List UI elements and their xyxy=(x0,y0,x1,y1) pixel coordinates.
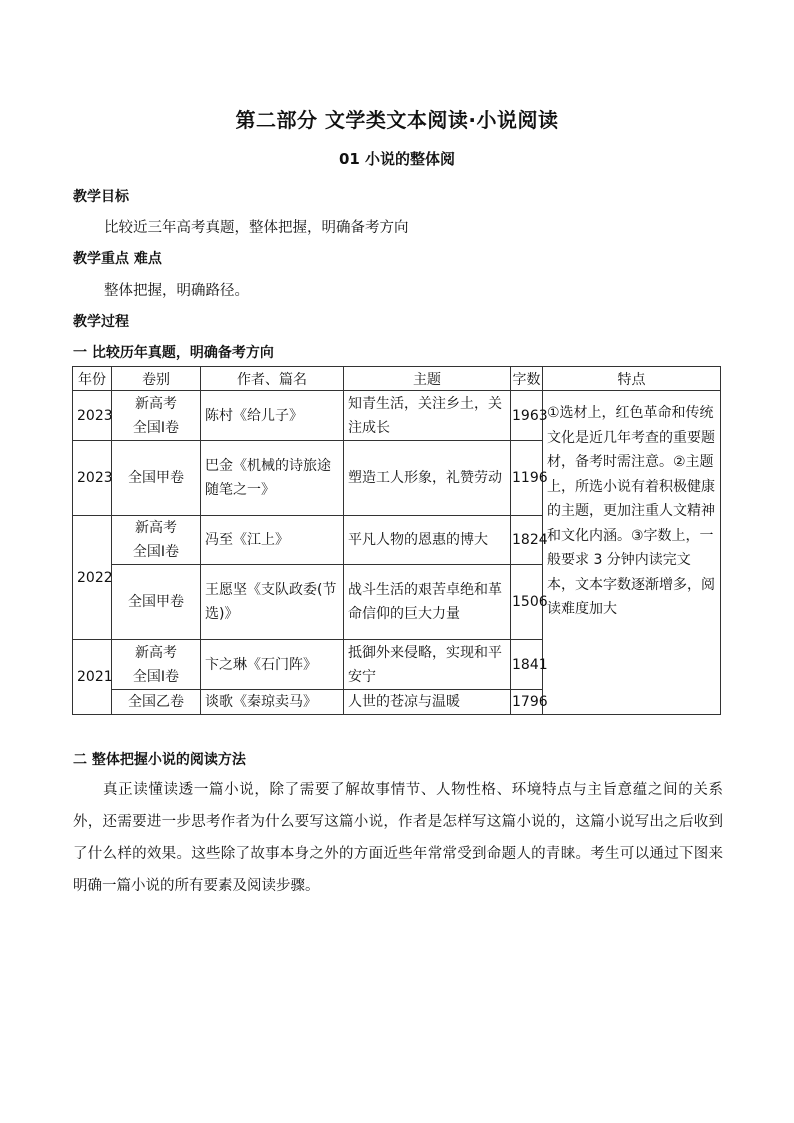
section-2-heading: 二 整体把握小说的阅读方法 xyxy=(73,752,246,768)
theme-cell: 抵御外来侵略，实现和平安宁 xyxy=(344,640,511,690)
word-count-cell: 1824 xyxy=(511,516,543,565)
author-cell: 谈歌《秦琼卖马》 xyxy=(201,690,344,715)
objective-text: 比较近三年高考真题，整体把握，明确备考方向 xyxy=(104,220,409,236)
theme-cell: 塑造工人形象，礼赞劳动 xyxy=(344,441,511,516)
paper-cell: 全国甲卷 xyxy=(112,565,201,640)
features-cell: ①选材上，红色革命和传统文化是近几年考查的重要题材，备考时需注意。②主题上，所选小说有着积极健康的主题，更加注重人文精神和文化内涵。③字数上，一般要求 3 分钟内读完文本，文本字数逐渐增多，阅读难度加大 xyxy=(543,391,721,715)
theme-cell: 人世的苍凉与温暖 xyxy=(344,690,511,715)
process-heading: 教学过程 xyxy=(73,314,129,330)
author-cell: 陈村《给儿子》 xyxy=(201,391,344,441)
section-1-heading: 一 比较历年真题，明确备考方向 xyxy=(73,345,274,361)
author-cell: 巴金《机械的诗旅途随笔之一》 xyxy=(201,441,344,516)
word-count-cell: 1196 xyxy=(511,441,543,516)
header-features: 特点 xyxy=(543,367,721,391)
author-cell: 卞之琳《石门阵》 xyxy=(201,640,344,690)
objective-heading: 教学目标 xyxy=(73,189,129,205)
author-cell: 王愿坚《支队政委(节选)》 xyxy=(201,565,344,640)
keypoint-text: 整体把握，明确路径。 xyxy=(104,283,249,299)
document-subtitle: 01 小说的整体阅 xyxy=(338,150,456,168)
exam-comparison-table xyxy=(72,366,721,715)
word-count-cell: 1841 xyxy=(511,640,543,690)
year-cell: 2023 xyxy=(73,391,112,441)
paper-cell: 全国甲卷 xyxy=(112,441,201,516)
header-word-count: 字数 xyxy=(511,367,543,391)
year-cell: 2022 xyxy=(73,516,112,640)
year-cell: 2023 xyxy=(73,441,112,516)
word-count-cell: 1796 xyxy=(511,690,543,715)
section-2-paragraph: 真正读懂读透一篇小说，除了需要了解故事情节、人物性格、环境特点与主旨意蕴之间的关系外，还需要进一步思考作者为什么要写这篇小说，作者是怎样写这篇小说的，这篇小说写出之后收到了什么样的效果。这些除了故事本身之外的方面近些年常常受到命题人的青睐。考生可以通过下图来明确一篇小说的所有要素及阅读步骤。 xyxy=(73,782,723,894)
table-row xyxy=(73,391,721,441)
word-count-cell: 1963 xyxy=(511,391,543,441)
theme-cell: 知青生活，关注乡土，关注成长 xyxy=(344,391,511,441)
header-year: 年份 xyxy=(73,367,112,391)
theme-cell: 平凡人物的恩惠的博大 xyxy=(344,516,511,565)
header-author: 作者、篇名 xyxy=(201,367,344,391)
theme-cell: 战斗生活的艰苦卓绝和革命信仰的巨大力量 xyxy=(344,565,511,640)
paper-cell: 新高考 全国Ⅰ卷 xyxy=(112,391,201,441)
paper-cell: 全国乙卷 xyxy=(112,690,201,715)
paper-cell: 新高考 全国Ⅰ卷 xyxy=(112,516,201,565)
word-count-cell: 1506 xyxy=(511,565,543,640)
header-paper: 卷别 xyxy=(112,367,201,391)
keypoint-heading: 教学重点 难点 xyxy=(73,251,162,267)
year-cell: 2021 xyxy=(73,640,112,715)
table-header-row xyxy=(73,367,721,391)
document-title: 第二部分 文学类文本阅读·小说阅读 xyxy=(235,108,559,132)
header-theme: 主题 xyxy=(344,367,511,391)
author-cell: 冯至《江上》 xyxy=(201,516,344,565)
paper-cell: 新高考 全国Ⅰ卷 xyxy=(112,640,201,690)
